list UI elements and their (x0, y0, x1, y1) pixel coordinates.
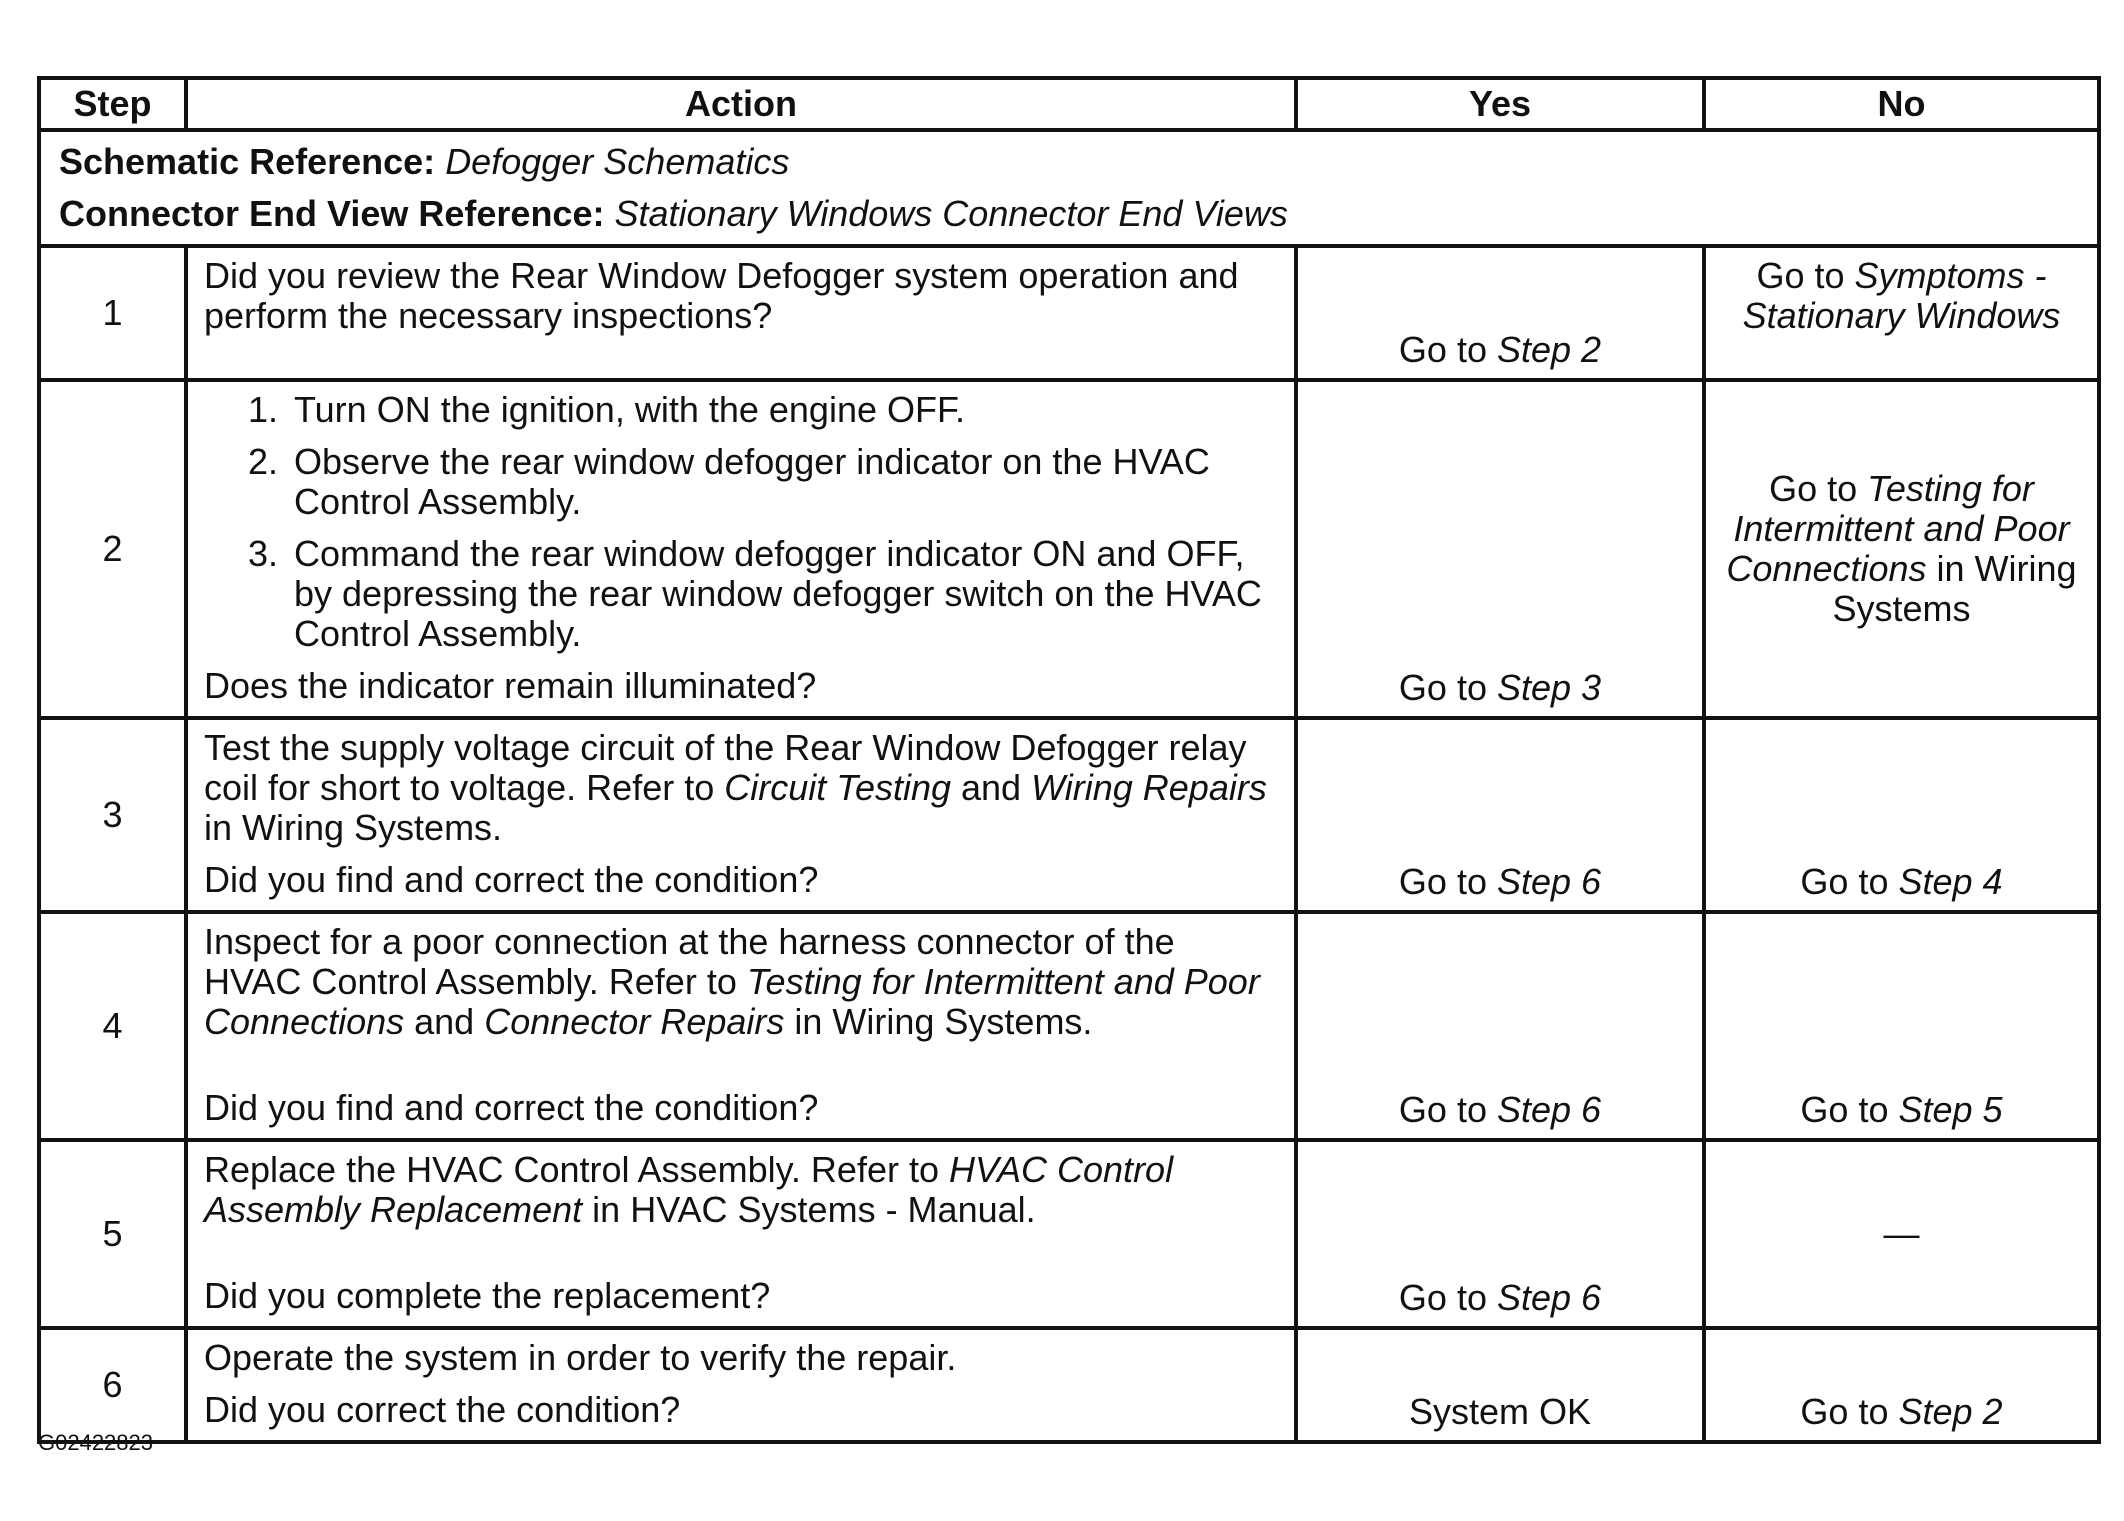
no-prefix: Go to (1769, 468, 1868, 509)
circuit-testing-link[interactable]: Circuit Testing (724, 767, 952, 808)
yes-cell (1296, 718, 1704, 912)
no-prefix: Go to (1756, 255, 1855, 296)
wiring-repairs-link[interactable]: Wiring Repairs (1031, 767, 1267, 808)
step-row-3 (39, 718, 2099, 912)
yes-cell (1296, 246, 1704, 380)
no-cell (1704, 1140, 2099, 1328)
step-question: Did you correct the condition? (204, 1389, 681, 1430)
no-link[interactable]: Step 4 (1898, 861, 2003, 902)
action-text-part: and (404, 1001, 485, 1042)
reference-row (39, 130, 2099, 246)
yes-cell (1296, 912, 1704, 1140)
header-row (39, 78, 2099, 130)
connector-reference-link[interactable]: Stationary Windows Connector End Views (614, 193, 1288, 234)
step-row-6 (39, 1328, 2099, 1442)
action-cell (186, 912, 1296, 1140)
no-dash: — (1883, 1213, 1920, 1254)
action-text (204, 1150, 1280, 1230)
no-link[interactable]: Symptoms - Stationary Windows (1742, 255, 2061, 336)
connector-repairs-link[interactable]: Connector Repairs (484, 1001, 785, 1042)
system-ok-text: System OK (1408, 1391, 1592, 1432)
action-cell (186, 380, 1296, 718)
step-number: 2 (39, 380, 186, 718)
step-number: 3 (39, 718, 186, 912)
figure-id: G02422823 (38, 1430, 153, 1455)
step-row-4 (39, 912, 2099, 1140)
action-wrap (204, 1150, 1280, 1316)
header-yes: Yes (1296, 78, 1704, 130)
step-question: Did you complete the replacement? (204, 1275, 771, 1316)
step-row-5 (39, 1140, 2099, 1328)
no-link[interactable]: Testing for Intermittent and Poor Connections (1726, 468, 2070, 589)
yes-prefix: Go to (1398, 667, 1497, 708)
no-link[interactable]: Step 5 (1898, 1089, 2003, 1130)
action-text-part: Replace the HVAC Control Assembly. Refer to (204, 1149, 949, 1190)
no-cell (1704, 246, 2099, 380)
no-cell (1704, 1328, 2099, 1442)
action-cell (186, 718, 1296, 912)
header-no: No (1704, 78, 2099, 130)
yes-link[interactable]: Step 6 (1496, 861, 1602, 902)
action-text: Did you review the Rear Window Defogger system operation and perform the necessary inspections? (204, 255, 1239, 336)
substep-list (204, 390, 1280, 654)
action-cell (186, 1140, 1296, 1328)
action-text (204, 922, 1280, 1042)
action-text-part: in Wiring Systems. (204, 807, 503, 848)
testing-intermittent-link[interactable]: Testing for Intermittent and Poor Connections (204, 961, 1260, 1042)
action-wrap (204, 922, 1280, 1128)
action-text-part: in HVAC Systems - Manual. (582, 1189, 1036, 1230)
step-number: 1 (39, 246, 186, 380)
no-suffix: in Wiring Systems (1832, 548, 2077, 629)
action-text-part: Inspect for a poor connection at the harness connector of the HVAC Control Assembly. Refer to (204, 921, 1175, 1002)
no-cell (1704, 380, 2099, 718)
yes-link[interactable]: Step 6 (1496, 1277, 1602, 1318)
step-row-1 (39, 246, 2099, 380)
no-cell (1704, 912, 2099, 1140)
yes-prefix: Go to (1398, 1089, 1497, 1130)
step-number: 5 (39, 1140, 186, 1328)
step-question: Does the indicator remain illuminated? (204, 665, 817, 706)
no-prefix: Go to (1800, 1391, 1899, 1432)
substep-item: 2. Observe the rear window defogger indicator on the HVAC Control Assembly. (288, 442, 1280, 522)
step-question: Did you find and correct the condition? (204, 1087, 819, 1128)
yes-link[interactable]: Step 3 (1496, 667, 1602, 708)
reference-cell (39, 130, 2099, 246)
action-text (204, 728, 1280, 848)
step-number: 6 (39, 1328, 186, 1442)
yes-link[interactable]: Step 2 (1496, 329, 1602, 370)
header-action: Action (186, 78, 1296, 130)
connector-reference-label: Connector End View Reference: (59, 193, 605, 234)
yes-prefix: Go to (1398, 1277, 1497, 1318)
action-text-part: and (951, 767, 1032, 808)
schematic-reference-label: Schematic Reference: (59, 141, 436, 182)
yes-prefix: Go to (1398, 861, 1497, 902)
no-prefix: Go to (1800, 1089, 1899, 1130)
action-text: Operate the system in order to verify the repair. (204, 1337, 957, 1378)
step-question: Did you find and correct the condition? (204, 859, 819, 900)
no-link[interactable]: Step 2 (1898, 1391, 2003, 1432)
action-cell (186, 1328, 1296, 1442)
connector-reference (59, 188, 2079, 240)
diagnostic-table (37, 76, 2101, 1444)
action-text-part: Test the supply voltage circuit of the Rear Window Defogger relay coil for short to voltage. Refer to (204, 727, 1247, 808)
no-prefix: Go to (1800, 861, 1899, 902)
no-cell (1704, 718, 2099, 912)
yes-prefix: Go to (1398, 329, 1497, 370)
yes-cell (1296, 380, 1704, 718)
substep-item: 3. Command the rear window defogger indicator ON and OFF, by depressing the rear window defogger switch on the HVAC Control Assembly. (288, 534, 1280, 654)
substep-item: 1. Turn ON the ignition, with the engine OFF. (288, 390, 1280, 430)
yes-cell (1296, 1140, 1704, 1328)
yes-link[interactable]: Step 6 (1496, 1089, 1602, 1130)
step-number: 4 (39, 912, 186, 1140)
action-cell (186, 246, 1296, 380)
action-text-part: in Wiring Systems. (784, 1001, 1093, 1042)
schematic-reference-link[interactable]: Defogger Schematics (445, 141, 790, 182)
schematic-reference (59, 136, 2079, 188)
header-step: Step (39, 78, 186, 130)
hvac-replacement-link[interactable]: HVAC Control Assembly Replacement (204, 1149, 1174, 1230)
yes-cell (1296, 1328, 1704, 1442)
step-row-2 (39, 380, 2099, 718)
